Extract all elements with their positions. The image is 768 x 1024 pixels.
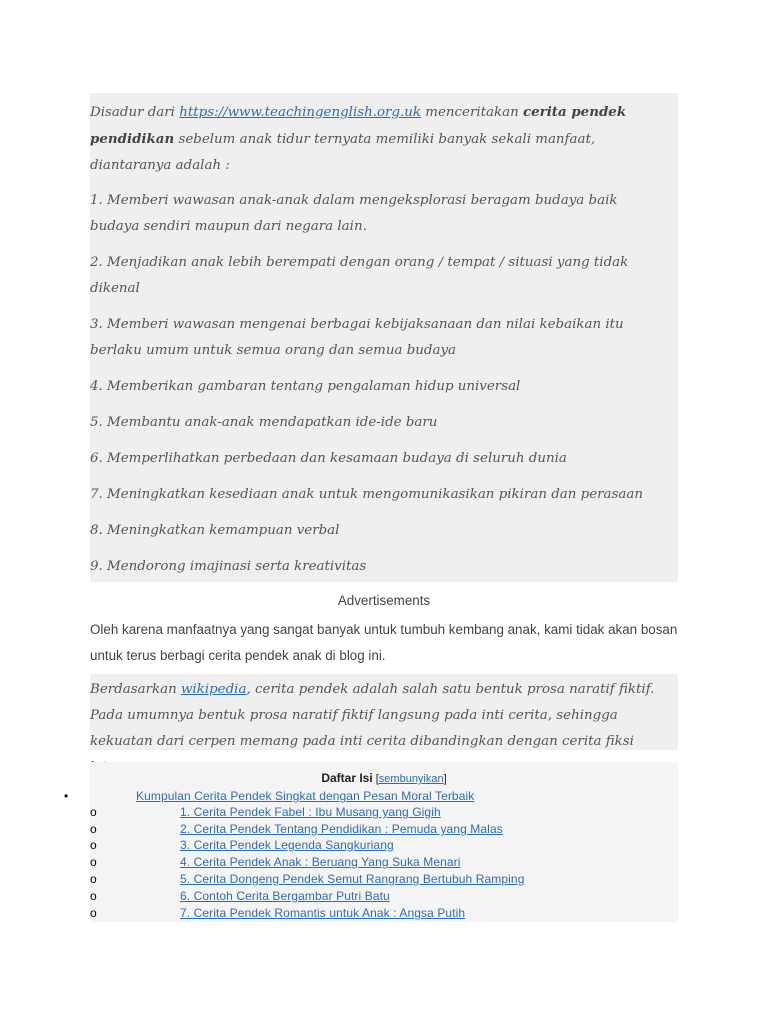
toc-sub-link[interactable]: 5. Cerita Dongeng Pendek Semut Rangrang Bertubuh Ramping [180,872,525,886]
toc-sub-link[interactable]: 3. Cerita Pendek Legenda Sangkuriang [180,838,394,852]
benefit-item: 4. Memberikan gambaran tentang pengalaman hidup universal [90,379,521,394]
definition-quote-block [90,674,678,750]
benefit-item: 9. Mendorong imajinasi serta kreativitas [90,559,367,574]
toc-sub-link[interactable]: 6. Contoh Cerita Bergambar Putri Batu [180,889,390,903]
bullet-circle-icon: o [90,838,97,852]
bullet-circle-icon: o [90,906,97,920]
intro-bold: cerita pendek pendidikan [90,104,627,147]
benefit-item: 7. Meningkatkan kesediaan anak untuk mengomunikasikan pikiran dan perasaan [90,487,643,502]
toc-sub-link[interactable]: 4. Cerita Pendek Anak : Beruang Yang Suka Menari [180,855,461,869]
benefit-item: 1. Memberi wawasan anak-anak dalam mengeksplorasi beragam budaya baik budaya sendiri maupun dari negara lain. [90,193,618,234]
bullet-circle-icon: o [90,822,97,836]
toc-sub-link[interactable]: 1. Cerita Pendek Fabel : Ibu Musang yang Gigih [180,805,441,819]
benefit-item: 2. Menjadikan anak lebih berempati dengan orang / tempat / situasi yang tidak dikenal [90,255,629,296]
benefit-item: 3. Memberi wawasan mengenai berbagai kebijaksanaan dan nilai kebaikan itu berlaku umum untuk semua orang dan semua budaya [90,317,624,358]
body-paragraph: Oleh karena manfaatnya yang sangat banyak untuk tumbuh kembang anak, kami tidak akan bosan untuk terus berbagi cerita pendek anak di blog ini. [90,622,678,663]
benefit-item: 8. Meningkatkan kemampuan verbal [90,523,340,538]
toc-bracket-open: [ [372,773,379,785]
bullet-disc-icon: • [64,789,69,803]
advertisements-label: Advertisements [337,593,431,608]
definition-prefix: Berdasarkan [90,682,181,697]
wikipedia-link[interactable]: wikipedia [180,682,247,697]
intro-paragraph [90,99,670,179]
intro-mid: menceritakan [421,105,523,120]
benefit-item: 5. Membantu anak-anak mendapatkan ide-ide baru [90,415,438,430]
benefit-item: 6. Memperlihatkan perbedaan dan kesamaan budaya di seluruh dunia [90,451,567,466]
toc-header [90,771,678,785]
toc-hide-toggle[interactable]: sembunyikan [378,773,444,785]
benefits-quote-block [90,93,678,582]
intro-prefix: Disadur dari [90,105,180,120]
bullet-circle-icon: o [90,855,97,869]
bullet-circle-icon: o [90,889,97,903]
intro-suffix: sebelum anak tidur ternyata memiliki banyak sekali manfaat, diantaranya adalah : [90,132,596,173]
bullet-circle-icon: o [90,805,97,819]
toc-sub-link[interactable]: 7. Cerita Pendek Romantis untuk Anak : Angsa Putih [180,906,466,920]
benefits-quote-content [90,99,670,582]
toc-main-link[interactable]: Kumpulan Cerita Pendek Singkat dengan Pesan Moral Terbaik [136,789,475,803]
toc-title: Daftar Isi [321,771,373,785]
teachingenglish-link[interactable]: https://www.teachingenglish.org.uk [179,105,422,120]
toc-sub-link[interactable]: 2. Cerita Pendek Tentang Pendidikan : Pemuda yang Malas [180,822,503,836]
toc-bracket-close: ] [443,773,447,785]
bullet-circle-icon: o [90,872,97,886]
definition-suffix: , cerita pendek adalah salah satu bentuk prosa naratif fiktif. Pada umumnya bentuk prosa naratif fiktif langsung pada inti cerita, sehingga kekuatan dari cerpen memang pada inti cerita dibandingkan dengan cerita fiksi [90,682,655,749]
